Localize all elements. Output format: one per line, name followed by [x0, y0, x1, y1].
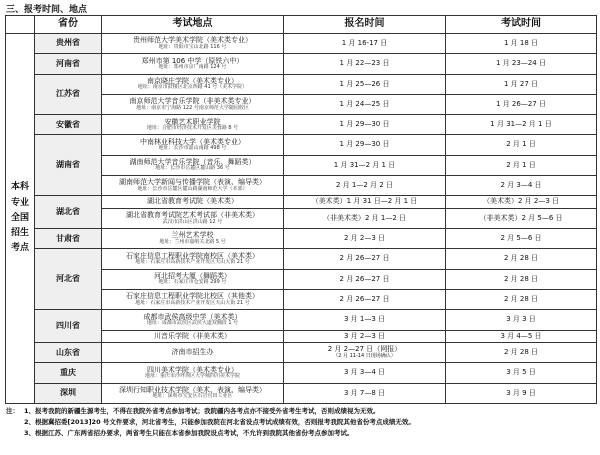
- table-row: [6, 74, 597, 94]
- reg-time-cell: 2 月 26—27 日: [284, 249, 446, 269]
- site-cell: [102, 34, 284, 54]
- province-cell: 湖北省: [35, 196, 102, 229]
- site-cell: [102, 290, 284, 310]
- site-cell: [102, 176, 284, 196]
- site-name: 成都市武侯高级中学（美术类）: [143, 312, 242, 321]
- table-row: [6, 229, 597, 249]
- site-cell: [102, 269, 284, 289]
- exam-time-cell: 1 月 31—2 月 1 日: [446, 115, 597, 135]
- reg-time-cell: [284, 343, 446, 363]
- reg-time-cell: 3 月 2—3 日: [284, 330, 446, 342]
- reg-time-cell: （美术类）1 月 31 日—2 月 1 日: [284, 196, 446, 208]
- province-cell: 甘肃省: [35, 229, 102, 249]
- site-name: 郑州市第 106 中学（原铁六中）: [141, 56, 244, 65]
- province-cell: 山东省: [35, 343, 102, 363]
- site-address: 地址：重庆市沙坪坝区大学城四川美术学院: [144, 373, 240, 380]
- note-line: [6, 417, 596, 428]
- province-cell: 重庆: [35, 363, 102, 383]
- site-name: 湖南师范大学音乐学院（音乐、舞蹈类）: [129, 158, 256, 167]
- exam-time-cell: （美术类）2 月 2—3 日: [446, 196, 597, 208]
- reg-time-cell: 1 月 25—26 日: [284, 74, 446, 94]
- site-cell: [102, 155, 284, 175]
- site-cell: [102, 54, 284, 74]
- site-name: 湖北省教育考试院（美术类）: [147, 197, 238, 206]
- province-cell: 河北省: [35, 249, 102, 310]
- header-province: 省份: [35, 16, 102, 34]
- table-row: [6, 310, 597, 330]
- site-address: 地址：长沙市韶山南路 498 号: [158, 145, 227, 152]
- site-cell: [102, 363, 284, 383]
- site-name: 川音乐学院（非美术类）: [154, 331, 231, 340]
- notes-label: 注：: [6, 407, 19, 415]
- province-cell: 湖南省: [35, 135, 102, 196]
- site-cell: [102, 135, 284, 155]
- exam-time-cell: 1 月 18 日: [446, 34, 597, 54]
- header-row: [6, 16, 597, 34]
- site-cell: [102, 330, 284, 342]
- site-address: 地址：长沙市岳麓区麓山路 36 号: [155, 165, 230, 172]
- site-address: 地址：合肥市经济技术开发区芙蓉路 8 号: [146, 124, 239, 131]
- site-cell: [102, 229, 284, 249]
- exam-time-cell: 2 月 28 日: [446, 343, 597, 363]
- site-name: 贵州师范大学美术学院（美术类专业）: [133, 36, 252, 45]
- note-1: 1、报考我院的新疆生源考生，不得在我院外省考点参加考试；我院疆内各考点亦不接受外省考生考试，否则成绩视为无效。: [24, 407, 380, 415]
- province-cell: 江苏省: [35, 74, 102, 115]
- site-cell: [102, 94, 284, 114]
- exam-time-cell: 2 月 28 日: [446, 269, 597, 289]
- table-row: [6, 196, 597, 208]
- site-name: 湖南师范大学新闻与传播学院（表演、编导类）: [119, 178, 266, 187]
- site-name: 河北招考大厦（舞蹈类）: [154, 272, 231, 281]
- notes-section: [6, 406, 596, 439]
- site-cell: [102, 208, 284, 228]
- site-cell: [102, 310, 284, 330]
- header-exam: 考试时间: [446, 16, 597, 34]
- reg-time-cell: 3 月 3—4 日: [284, 363, 446, 383]
- reg-time-note: （2 月 11-14 日现场确认）: [333, 352, 396, 359]
- site-address: 地址：成都市武侯区武侯大道双楠段 1 号: [146, 320, 239, 326]
- note-2: 2、根据冀招委[2013]20 号文件要求，河北省考生，只能参加我院在河北省设点考试成绩有效，否则报考我院其他省份考点成绩无效。: [24, 418, 415, 426]
- reg-time-cell: 3 月 7—8 日: [284, 383, 446, 403]
- exam-time-cell: 1 月 26—27 日: [446, 94, 597, 114]
- site-name: 四川美术学院（美术类专业）: [147, 365, 238, 374]
- province-cell: 贵州省: [35, 34, 102, 54]
- exam-time-cell: 3 月 9 日: [446, 383, 597, 403]
- exam-time-cell: 2 月 28 日: [446, 249, 597, 269]
- exam-time-cell: 1 月 27 日: [446, 74, 597, 94]
- table-row: [6, 54, 597, 74]
- exam-time-cell: 3 月 3 日: [446, 310, 597, 330]
- category-cell: 本科专业全国招生考点: [6, 34, 35, 404]
- site-name: 兰州艺术学校: [171, 231, 214, 240]
- site-address: 地址：石家庄市高新技术产业开发区天山大街 21 号: [135, 259, 250, 266]
- province-cell: 河南省: [35, 54, 102, 74]
- exam-time-cell: 2 月 3—4 日: [446, 176, 597, 196]
- site-cell: [102, 249, 284, 269]
- site-name: 湖北省教育考试院艺术考试部（非美术类）: [126, 211, 259, 220]
- site-address: 地址：兰州市嘉峪关北路 5 号: [159, 238, 226, 245]
- exam-time-cell: 2 月 1 日: [446, 155, 597, 175]
- note-line: [6, 406, 596, 417]
- site-address: 武汉市洪山区洪山路 12 号: [162, 218, 223, 225]
- reg-time-cell: 1 月 29—30 日: [284, 115, 446, 135]
- site-name: 南京晓庄学院（美术类专业）: [147, 76, 238, 85]
- site-address: 地址：长沙市岳麓区麓山路湖南师范大学（本部）: [137, 185, 248, 192]
- table-row: [6, 115, 597, 135]
- header-reg: 报名时间: [284, 16, 446, 34]
- table-row: [6, 249, 597, 269]
- site-address: 地址：石家庄市仓安路 299 号: [158, 279, 227, 286]
- site-cell: [102, 196, 284, 208]
- exam-time-cell: 3 月 4—5 日: [446, 330, 597, 342]
- site-name: 中南林业科技大学（美术类专业）: [140, 137, 245, 146]
- province-cell: 安徽省: [35, 115, 102, 135]
- exam-schedule-table-wrapper: [5, 15, 596, 404]
- reg-time-cell: 1 月 31—2 月 1 日: [284, 155, 446, 175]
- site-name: 深圳行知职业技术学院（美术、表演、编导类）: [119, 386, 266, 395]
- site-address: 地址：深圳市宝安区石岩官田工业区: [152, 393, 233, 400]
- header-site: 考试地点: [102, 16, 284, 34]
- table-row: [6, 383, 597, 403]
- site-name: 石家庄信息工程职业学院北校区（其他类）: [126, 292, 259, 301]
- site-address: 地址：贵阳市宝山北路 116 号: [158, 43, 227, 50]
- table-row: [6, 135, 597, 155]
- exam-time-cell: 2 月 1 日: [446, 135, 597, 155]
- site-cell: [102, 343, 284, 363]
- province-cell: 深圳: [35, 383, 102, 403]
- reg-time-cell: 2 月 26—27 日: [284, 290, 446, 310]
- reg-time-cell: 3 月 1—3 日: [284, 310, 446, 330]
- reg-time-cell: 2 月 2—3 日: [284, 229, 446, 249]
- exam-time-cell: 3 月 5 日: [446, 363, 597, 383]
- site-name: 济南市招生办: [171, 348, 214, 357]
- exam-time-cell: 2 月 5—6 日: [446, 229, 597, 249]
- reg-time-cell: 1 月 24—25 日: [284, 94, 446, 114]
- exam-time-cell: 1 月 23—24 日: [446, 54, 597, 74]
- reg-time-cell: 1 月 22—23 日: [284, 54, 446, 74]
- site-cell: [102, 383, 284, 403]
- table-row: [6, 34, 597, 54]
- site-name: 安徽艺术职业学院: [164, 117, 221, 126]
- reg-time-cell: 2 月 26—27 日: [284, 269, 446, 289]
- exam-time-cell: （非美术类）2 月 5—6 日: [446, 208, 597, 228]
- reg-time-cell: （非美术类）2 月 1—2 日: [284, 208, 446, 228]
- reg-time-cell: 1 月 16-17 日: [284, 34, 446, 54]
- reg-time-cell: 1 月 29—30 日: [284, 135, 446, 155]
- province-cell: 四川省: [35, 310, 102, 343]
- reg-time-text: 2 月 2—27 日（网报）: [327, 345, 402, 354]
- section-heading: 三、报考时间、地点: [6, 5, 88, 15]
- site-address: 地址：石家庄市高新技术产业开发区天山大街 21 号: [135, 299, 250, 306]
- table-row: [6, 343, 597, 363]
- site-name: 南京师范大学音乐学院（非美术类专业）: [129, 97, 256, 106]
- note-line: [6, 428, 596, 439]
- table-row: [6, 363, 597, 383]
- site-address: 地址：南京市宁海路 122 号南京师范大学随园校区: [136, 104, 249, 111]
- header-blank: [6, 16, 35, 34]
- exam-time-cell: 2 月 28 日: [446, 290, 597, 310]
- site-address: 地址：南京市鼓楼区北京西路 41 号（美术学院）: [137, 84, 248, 91]
- site-name: 石家庄信息工程职业学院南校区（美术类）: [126, 251, 259, 260]
- reg-time-cell: 2 月 1—2 月 2 日: [284, 176, 446, 196]
- exam-schedule-table: [5, 15, 597, 404]
- note-3: 3、根据江苏、广东两省招办要求，两省考生只能在本省参加我院设点考试，不允许到我院其他省份考点参加考试。: [24, 429, 354, 437]
- site-address: 地址：郑州市京广南路 124 号: [158, 63, 227, 70]
- site-cell: [102, 115, 284, 135]
- site-cell: [102, 74, 284, 94]
